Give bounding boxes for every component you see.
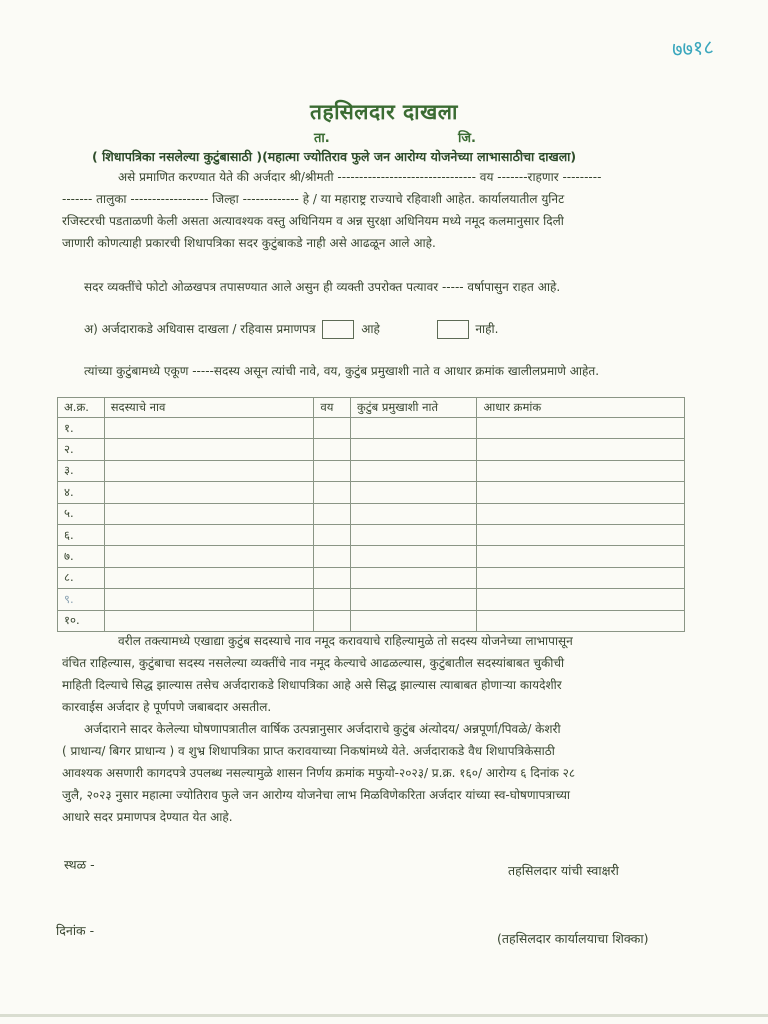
row-number: ४. — [58, 482, 105, 503]
relation-cell[interactable] — [351, 439, 477, 460]
residence-yes-label: आहे — [361, 322, 380, 336]
row-number: १. — [58, 418, 105, 439]
relation-cell[interactable] — [351, 524, 477, 545]
aadhaar-cell[interactable] — [477, 546, 685, 567]
col-age: वय — [314, 398, 351, 418]
residence-no-label: नाही. — [475, 322, 499, 336]
seal-label: (तहसिलदार कार्यालयाचा शिक्का) — [497, 931, 649, 946]
para1-line4: जाणारी कोणत्याही प्रकारची शिधापत्रिका सदर कुटुंबाकडे नाही असे आढळून आले आहे. — [62, 236, 436, 250]
age-cell[interactable] — [314, 418, 351, 439]
relation-cell[interactable] — [351, 610, 477, 631]
subtitle: ( शिधापत्रिका नसलेल्या कुटुंबासाठी )(महात्मा ज्योतिराव फुले जन आरोग्य योजनेच्या लाभासाठीचा दाखला) — [92, 149, 577, 164]
name-cell[interactable] — [104, 439, 314, 460]
name-cell[interactable] — [104, 546, 314, 567]
table-row — [58, 567, 685, 588]
aadhaar-cell[interactable] — [477, 567, 685, 588]
para5-line5: आधारे सदर प्रमाणपत्र देण्यात येत आहे. — [62, 810, 233, 824]
table-row — [58, 524, 685, 545]
aadhaar-cell[interactable] — [477, 418, 685, 439]
aadhaar-cell[interactable] — [477, 589, 685, 610]
para5-line1: अर्जदाराने सादर केलेल्या घोषणापत्रातील वार्षिक उत्पन्नानुसार अर्जदाराचे कुटुंब अंत्योदय/ अन्नपूर्णा/पिवळे/ केशरी — [84, 722, 561, 736]
name-cell[interactable] — [104, 503, 314, 524]
aadhaar-cell[interactable] — [477, 610, 685, 631]
col-member-name: सदस्याचे नाव — [104, 398, 314, 418]
name-cell[interactable] — [104, 589, 314, 610]
family-members-table — [57, 397, 685, 632]
para3: त्यांच्या कुटुंबामध्ये एकूण -----सदस्य असून त्यांची नावे, वय, कुटुंब प्रमुखाशी नाते व आधार क्रमांक खालीलप्रमाणे आहेत. — [84, 364, 600, 378]
age-cell[interactable] — [314, 610, 351, 631]
para5-line2: ( प्राधान्य/ बिगर प्राधान्य ) व शुभ्र शिधापत्रिका प्राप्त करावयाच्या निकषांमध्ये येते. अर्जदाराकडे वैध शिधापत्रिकेसाठी — [62, 744, 555, 758]
relation-cell[interactable] — [351, 418, 477, 439]
row-number: १०. — [58, 610, 105, 631]
para1-line2: ------- तालुका ------------------ जिल्हा ------------- हे / या महाराष्ट्र राज्याचे रहिवाशी आहेत. कार्यालयातील युनिट — [62, 192, 565, 206]
para5-line4: जुलै, २०२३ नुसार महात्मा ज्योतिराव फुले जन आरोग्य योजनेचा लाभ मिळविणेकरिता अर्जदार यांच्या स्व-घोषणापत्राच्या — [62, 788, 571, 802]
table-row — [58, 439, 685, 460]
para4-line2: वंचित राहिल्यास, कुटुंबाचा सदस्य नसलेल्या व्यक्तींचे नाव नमूद केल्याचे आढळल्यास, कुटुंबातील सदस्यांबाबत चुकीची — [62, 656, 565, 670]
signature-label: तहसिलदार यांची स्वाक्षरी — [508, 863, 619, 878]
row-number: ८. — [58, 567, 105, 588]
aadhaar-cell[interactable] — [477, 482, 685, 503]
relation-cell[interactable] — [351, 567, 477, 588]
name-cell[interactable] — [104, 460, 314, 481]
date-label: दिनांक - — [56, 923, 95, 938]
residence-no-checkbox[interactable] — [437, 320, 469, 339]
row-number: ९. — [58, 589, 105, 610]
age-cell[interactable] — [314, 546, 351, 567]
aadhaar-cell[interactable] — [477, 460, 685, 481]
row-number: २. — [58, 439, 105, 460]
row-number: ७. — [58, 546, 105, 567]
table-row — [58, 482, 685, 503]
aadhaar-cell[interactable] — [477, 524, 685, 545]
relation-cell[interactable] — [351, 546, 477, 567]
aadhaar-cell[interactable] — [477, 503, 685, 524]
aadhaar-cell[interactable] — [477, 439, 685, 460]
handwritten-number: ७७१८ — [671, 34, 715, 62]
residence-label: अ) अर्जदाराकडे अधिवास दाखला / रहिवास प्रमाणपत्र — [84, 322, 316, 336]
table-row — [58, 460, 685, 481]
age-cell[interactable] — [314, 567, 351, 588]
table-row — [58, 610, 685, 631]
age-cell[interactable] — [314, 589, 351, 610]
age-cell[interactable] — [314, 503, 351, 524]
col-relation: कुटुंब प्रमुखाशी नाते — [351, 398, 477, 418]
residence-yes-checkbox[interactable] — [322, 320, 354, 339]
age-cell[interactable] — [314, 482, 351, 503]
place-label: स्थळ - — [64, 857, 95, 872]
table-header-row — [58, 398, 685, 418]
name-cell[interactable] — [104, 482, 314, 503]
relation-cell[interactable] — [351, 460, 477, 481]
relation-cell[interactable] — [351, 589, 477, 610]
para2: सदर व्यक्तींचे फोटो ओळखपत्र तपासण्यात आले असुन ही व्यक्ती उपरोक्त पत्यावर ----- वर्षापासुन राहत आहे. — [84, 280, 561, 294]
para1-line3: रजिस्टरची पडताळणी केली असता अत्यावश्यक वस्तु अधिनियम व अन्न सुरक्षा अधिनियम मध्ये नमूद कलमानुसार दिली — [62, 214, 564, 228]
para1-line1: असे प्रमाणित करण्यात येते की अर्जदार श्री/श्रीमती -------------------------------- वय -------राहणार --------- — [118, 170, 602, 184]
page-title: तहसिलदार दाखला — [310, 100, 458, 124]
table-row — [58, 589, 685, 610]
para5-line3: आवश्यक असणारी कागदपत्रे उपलब्ध नसल्यामुळे शासन निर्णय क्रमांक मफुयो-२०२३/ प्र.क्र. १६०/ आरोग्य ६ दिनांक २८ — [62, 766, 576, 780]
row-number: ६. — [58, 524, 105, 545]
col-aadhaar: आधार क्रमांक — [477, 398, 685, 418]
col-serial: अ.क्र. — [58, 398, 105, 418]
para4-line1: वरील तक्त्यामध्ये एखाद्या कुटुंब सदस्याचे नाव नमूद करावयाचे राहिल्यामुळे तो सदस्य योजनेच्या लाभापासून — [118, 634, 573, 648]
taluka-label: ता. — [314, 131, 330, 146]
name-cell[interactable] — [104, 524, 314, 545]
age-cell[interactable] — [314, 524, 351, 545]
age-cell[interactable] — [314, 439, 351, 460]
para4-line4: कारवाईस अर्जदार हे पूर्णपणे जबाबदार असतील. — [62, 700, 272, 714]
relation-cell[interactable] — [351, 482, 477, 503]
residence-row — [84, 320, 498, 339]
name-cell[interactable] — [104, 418, 314, 439]
district-label: जि. — [458, 131, 476, 146]
para4-line3: माहिती दिल्याचे सिद्ध झाल्यास तसेच अर्जदाराकडे शिधापत्रिका आहे असे सिद्ध झाल्यास त्याबाबत होणाऱ्या कायदेशीर — [62, 678, 562, 692]
row-number: ३. — [58, 460, 105, 481]
row-number: ५. — [58, 503, 105, 524]
table-row — [58, 418, 685, 439]
age-cell[interactable] — [314, 460, 351, 481]
page-bottom-edge — [0, 1014, 768, 1017]
table-row — [58, 546, 685, 567]
table-row — [58, 503, 685, 524]
relation-cell[interactable] — [351, 503, 477, 524]
name-cell[interactable] — [104, 567, 314, 588]
name-cell[interactable] — [104, 610, 314, 631]
